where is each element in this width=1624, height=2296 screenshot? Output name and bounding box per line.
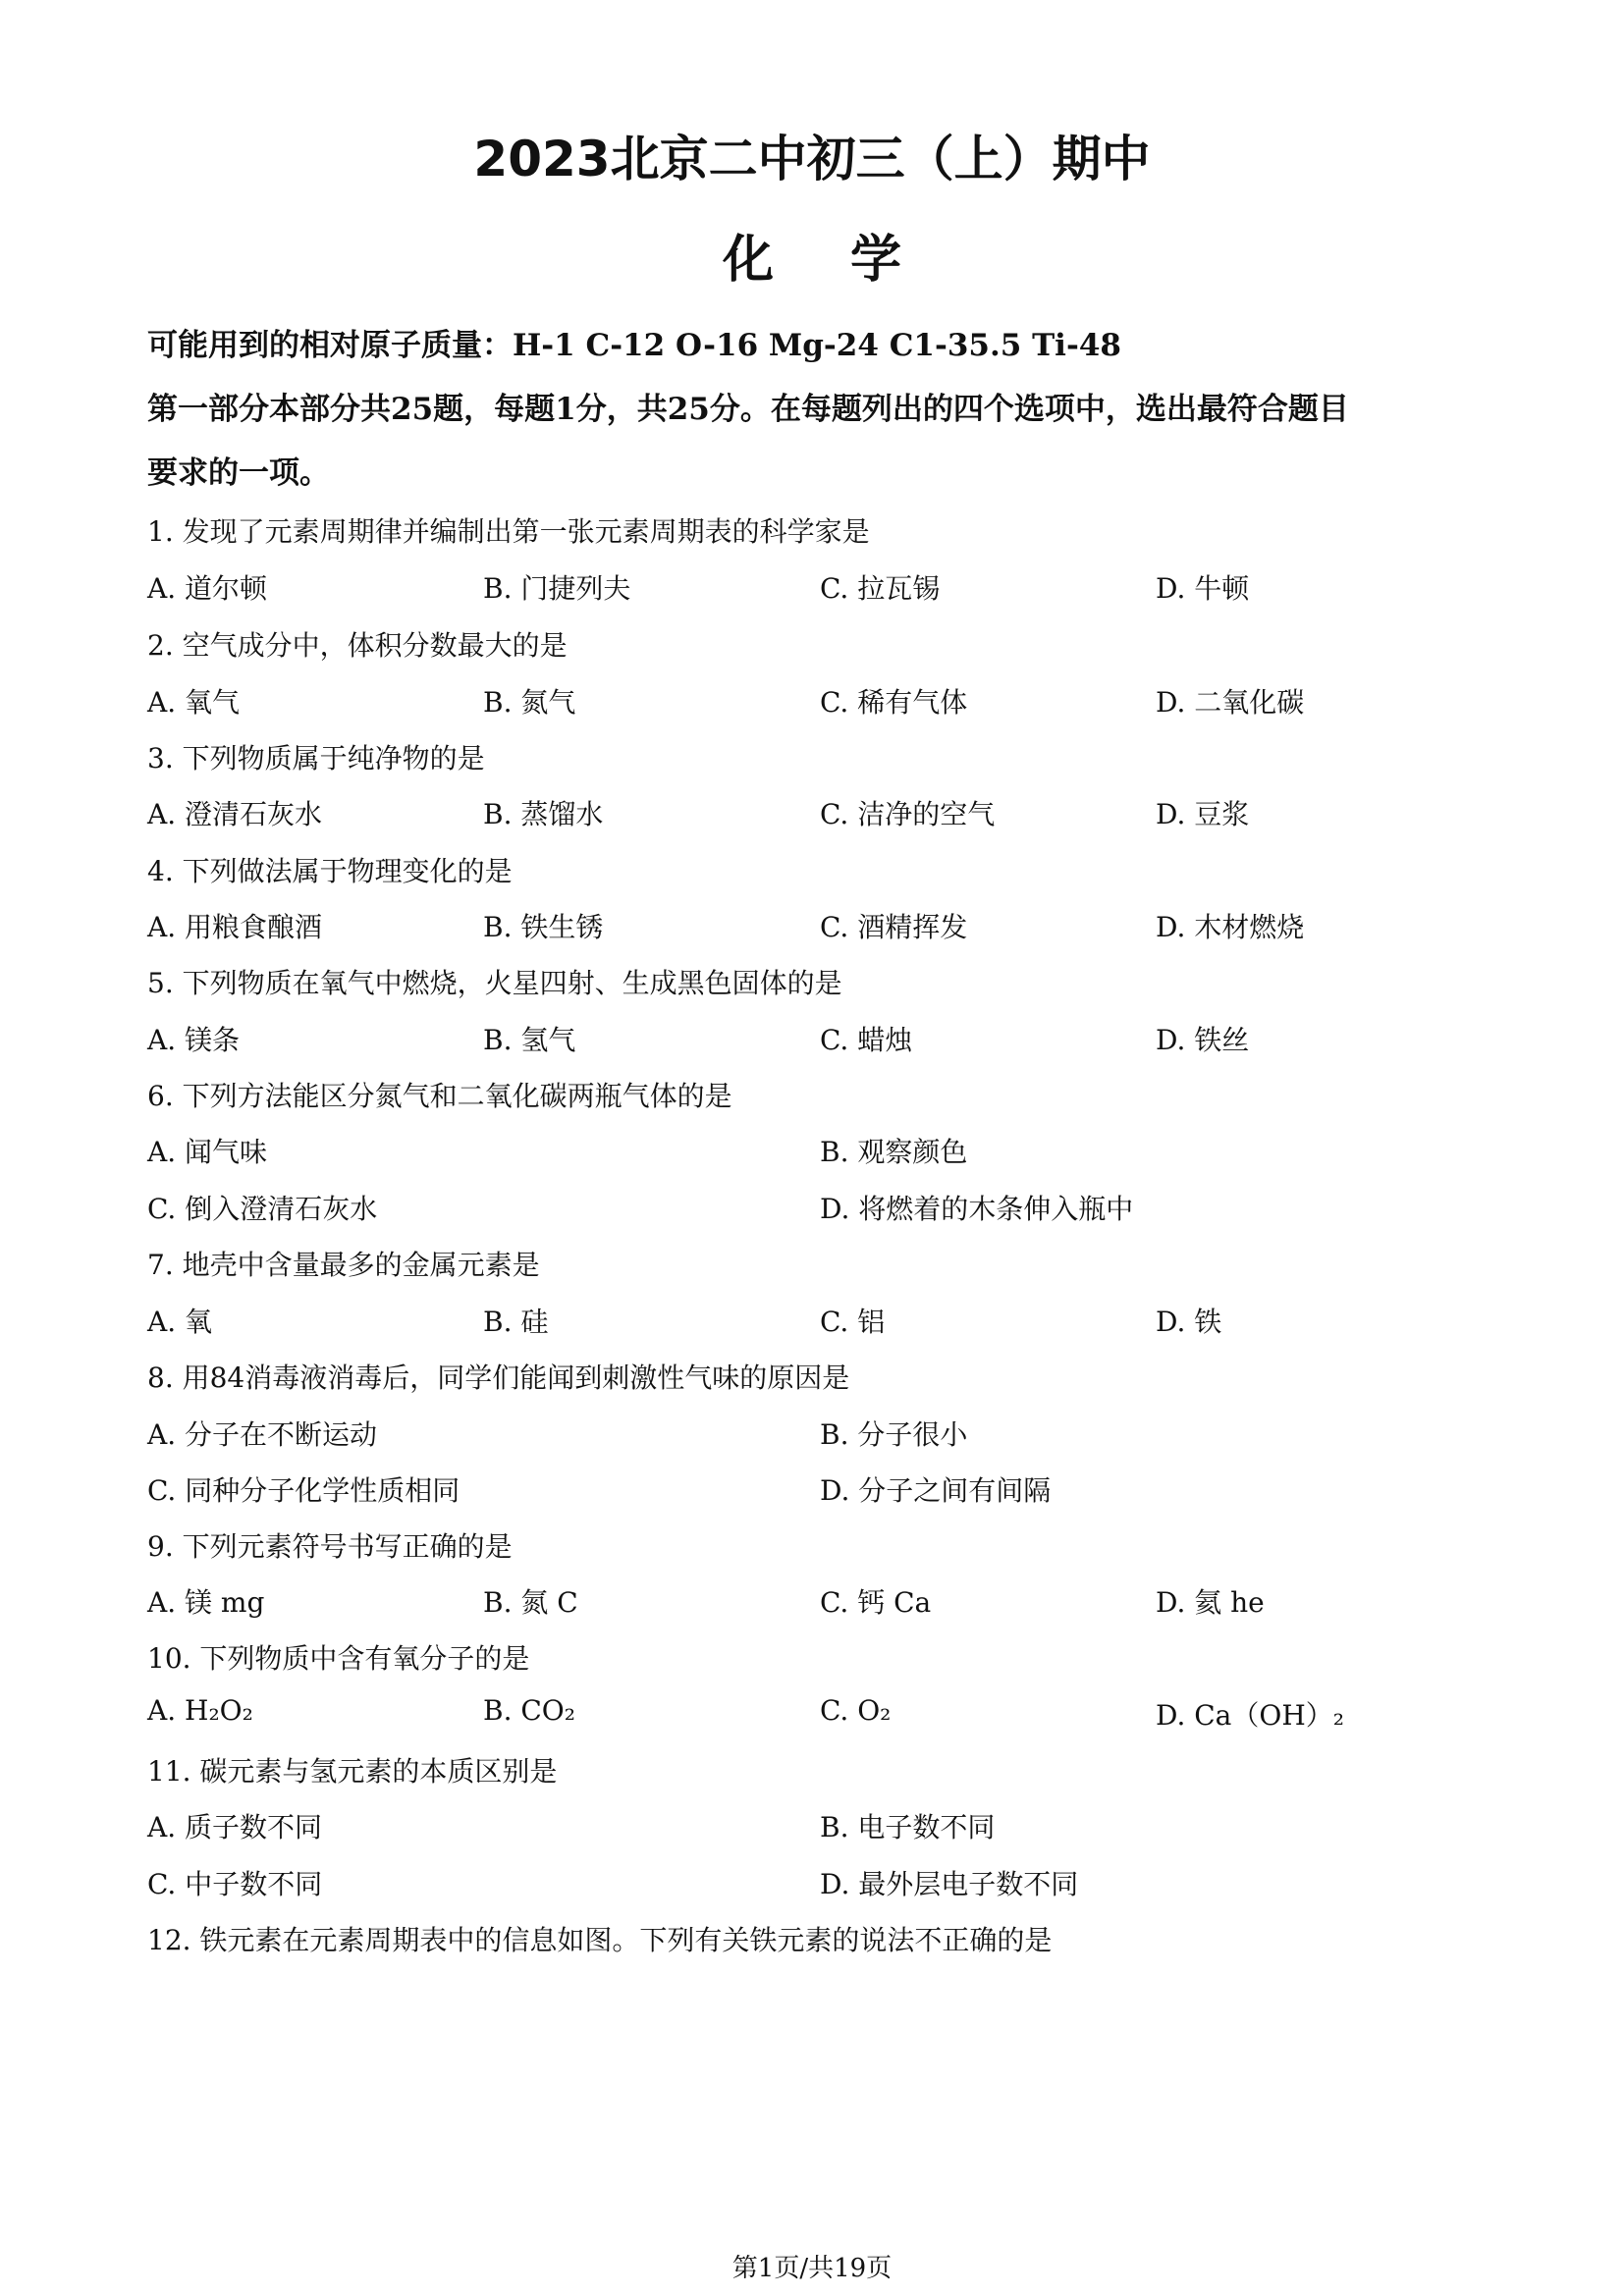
q4-option-c: C. 酒精挥发 xyxy=(820,911,968,943)
q1-option-c: C. 拉瓦锡 xyxy=(820,572,941,605)
question-stem-8: 8. 用84消毒液消毒后，同学们能闻到刺激性气味的原因是 xyxy=(147,1362,850,1394)
q11-option-c: C. 中子数不同 xyxy=(147,1868,323,1900)
q8-option-c: C. 同种分子化学性质相同 xyxy=(147,1474,460,1507)
q3-option-c: C. 洁净的空气 xyxy=(820,798,996,830)
q2-option-a: A. 氧气 xyxy=(147,686,241,719)
section-instructions-line1: 第一部分本部分共25题，每题1分，共25分。在每题列出的四个选项中，选出最符合题目 xyxy=(147,392,1349,427)
q7-option-a: A. 氧 xyxy=(147,1306,213,1338)
q7-option-d: D. 铁 xyxy=(1156,1306,1222,1338)
q8-option-b: B. 分子很小 xyxy=(820,1418,968,1451)
q6-option-d: D. 将燃着的木条伸入瓶中 xyxy=(820,1193,1134,1225)
question-stem-4: 4. 下列做法属于物理变化的是 xyxy=(147,855,513,887)
q8-option-d: D. 分子之间有间隔 xyxy=(820,1474,1052,1507)
q10-option-b: B. CO₂ xyxy=(483,1694,575,1727)
q10-option-a: A. H₂O₂ xyxy=(147,1694,253,1727)
q11-option-b: B. 电子数不同 xyxy=(820,1811,996,1843)
q4-option-a: A. 用粮食酿酒 xyxy=(147,911,323,943)
q11-option-d: D. 最外层电子数不同 xyxy=(820,1868,1079,1900)
q1-option-a: A. 道尔顿 xyxy=(147,572,268,605)
q1-option-d: D. 牛顿 xyxy=(1156,572,1250,605)
question-stem-11: 11. 碳元素与氢元素的本质区别是 xyxy=(147,1755,558,1788)
q5-option-a: A. 镁条 xyxy=(147,1024,241,1056)
question-stem-9: 9. 下列元素符号书写正确的是 xyxy=(147,1530,513,1563)
page-footer: 第1页/共19页 xyxy=(731,2254,893,2283)
question-stem-7: 7. 地壳中含量最多的金属元素是 xyxy=(147,1249,540,1281)
q7-option-c: C. 铝 xyxy=(820,1306,886,1338)
q4-option-d: D. 木材燃烧 xyxy=(1156,911,1305,943)
q10-option-c: C. O₂ xyxy=(820,1694,892,1727)
q9-option-b: B. 氮 C xyxy=(483,1586,578,1619)
section-instructions-line2: 要求的一项。 xyxy=(147,455,330,491)
question-stem-6: 6. 下列方法能区分氮气和二氧化碳两瓶气体的是 xyxy=(147,1080,732,1112)
q2-option-b: B. 氮气 xyxy=(483,686,576,719)
question-stem-5: 5. 下列物质在氧气中燃烧，火星四射、生成黑色固体的是 xyxy=(147,967,842,999)
question-stem-1: 1. 发现了元素周期律并编制出第一张元素周期表的科学家是 xyxy=(147,515,870,548)
q9-option-d: D. 氦 he xyxy=(1156,1586,1265,1619)
q1-option-b: B. 门捷列夫 xyxy=(483,572,631,605)
q4-option-b: B. 铁生锈 xyxy=(483,911,604,943)
q3-option-a: A. 澄清石灰水 xyxy=(147,798,323,830)
question-stem-3: 3. 下列物质属于纯净物的是 xyxy=(147,742,485,774)
exam-title: 2023北京二中初三（上）期中 xyxy=(473,131,1151,187)
q5-option-c: C. 蜡烛 xyxy=(820,1024,913,1056)
q7-option-b: B. 硅 xyxy=(483,1306,549,1338)
q10-option-d: D. Ca（OH）₂ xyxy=(1156,1699,1344,1732)
q6-option-a: A. 闻气味 xyxy=(147,1136,268,1168)
q6-option-c: C. 倒入澄清石灰水 xyxy=(147,1193,378,1225)
q2-option-d: D. 二氧化碳 xyxy=(1156,686,1305,719)
q8-option-a: A. 分子在不断运动 xyxy=(147,1418,378,1451)
subject-title: 化学 xyxy=(722,231,978,290)
q5-option-d: D. 铁丝 xyxy=(1156,1024,1250,1056)
q9-option-a: A. 镁 mg xyxy=(147,1586,265,1619)
question-stem-10: 10. 下列物质中含有氧分子的是 xyxy=(147,1642,530,1675)
q3-option-d: D. 豆浆 xyxy=(1156,798,1250,830)
question-stem-12: 12. 铁元素在元素周期表中的信息如图。下列有关铁元素的说法不正确的是 xyxy=(147,1924,1053,1956)
atomic-masses-line: 可能用到的相对原子质量：H-1 C-12 O-16 Mg-24 C1-35.5 Ti-48 xyxy=(147,328,1121,363)
q11-option-a: A. 质子数不同 xyxy=(147,1811,323,1843)
q3-option-b: B. 蒸馏水 xyxy=(483,798,604,830)
q2-option-c: C. 稀有气体 xyxy=(820,686,968,719)
q5-option-b: B. 氢气 xyxy=(483,1024,576,1056)
question-stem-2: 2. 空气成分中，体积分数最大的是 xyxy=(147,629,568,662)
q9-option-c: C. 钙 Ca xyxy=(820,1586,932,1619)
q6-option-b: B. 观察颜色 xyxy=(820,1136,968,1168)
